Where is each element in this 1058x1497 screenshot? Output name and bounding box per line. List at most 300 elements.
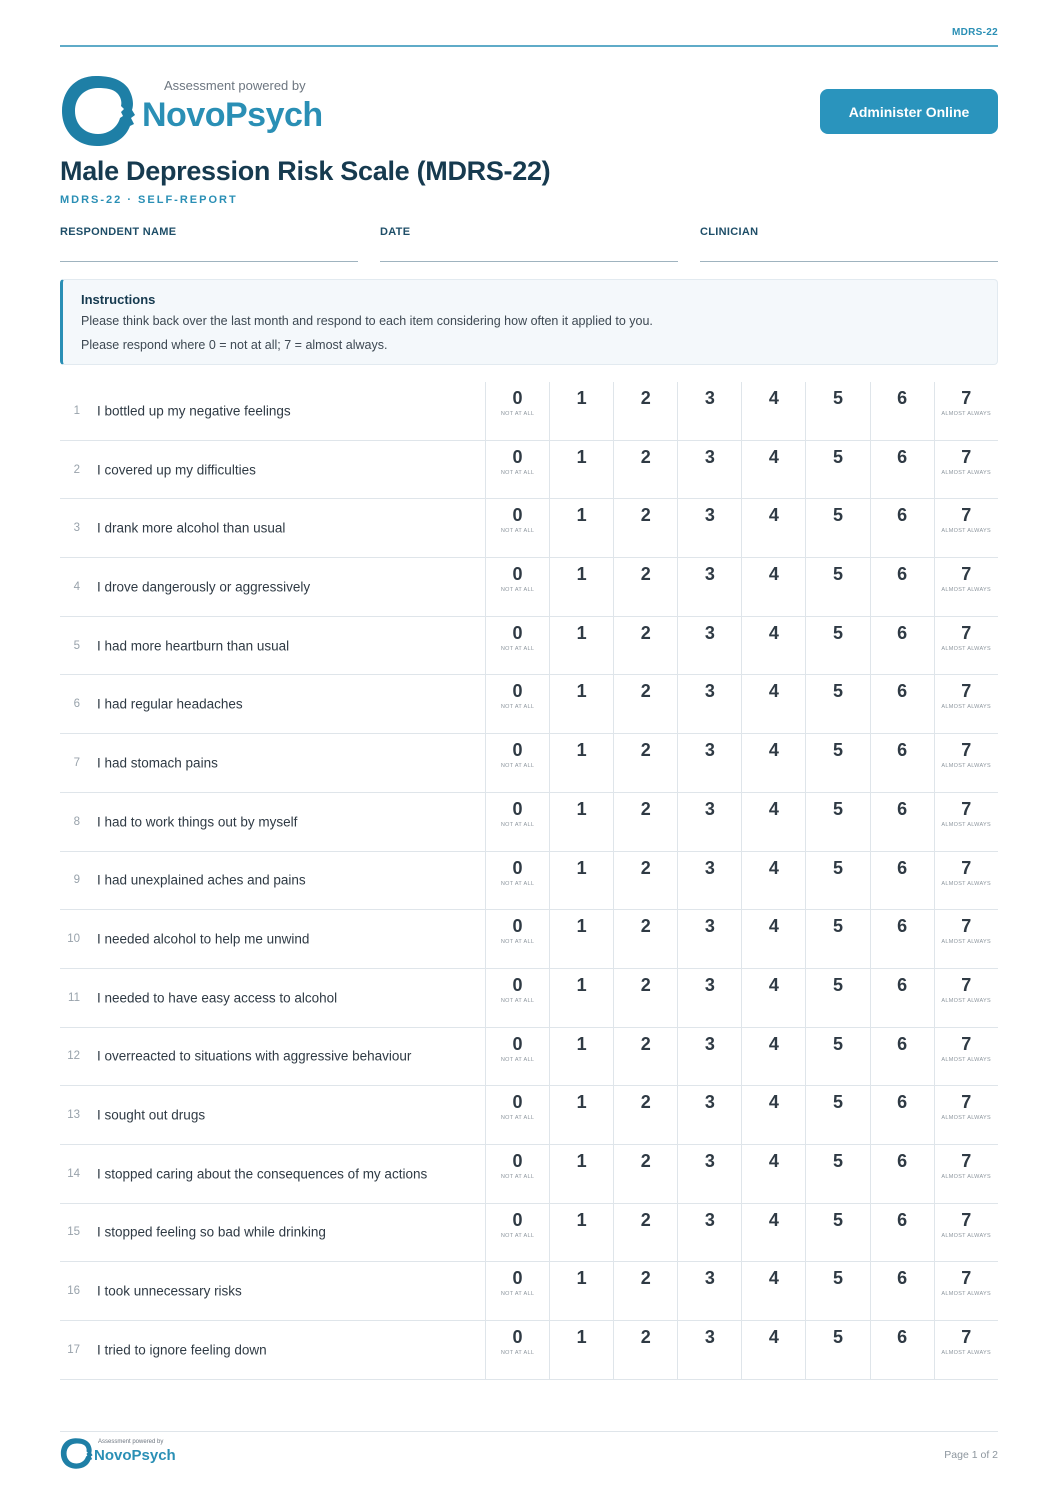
response-option-3[interactable] (677, 852, 741, 910)
response-option-1[interactable] (549, 617, 613, 675)
option-value: 0 (512, 857, 523, 878)
response-option-4[interactable] (741, 910, 805, 968)
response-option-0[interactable] (485, 382, 549, 440)
response-option-0[interactable] (485, 969, 549, 1027)
option-value: 0 (512, 564, 523, 585)
response-option-0[interactable] (485, 441, 549, 499)
respondent-name-label: RESPONDENT NAME (60, 226, 177, 238)
response-option-4[interactable] (741, 1086, 805, 1144)
option-value: 3 (704, 1033, 715, 1054)
option-value: 7 (961, 740, 972, 761)
administer-online-button[interactable]: Administer Online (820, 89, 998, 134)
response-option-1[interactable] (549, 1204, 613, 1262)
instructions-text-1: Please think back over the last month and respond to each item considering how often it applied to you. (81, 314, 653, 328)
option-value: 0 (512, 974, 523, 995)
response-option-5[interactable] (805, 617, 869, 675)
response-option-4[interactable] (741, 734, 805, 792)
response-option-5[interactable] (805, 1086, 869, 1144)
option-value: 3 (704, 974, 715, 995)
response-option-2[interactable] (613, 441, 677, 499)
response-option-0[interactable] (485, 1086, 549, 1144)
item-number: 11 (68, 991, 80, 1004)
response-option-2[interactable] (613, 852, 677, 910)
response-option-3[interactable] (677, 617, 741, 675)
date-line[interactable] (380, 261, 678, 262)
item-row (60, 1086, 998, 1145)
option-value: 4 (768, 1327, 779, 1347)
option-value: 7 (961, 1327, 972, 1347)
response-option-3[interactable] (677, 1145, 741, 1203)
low-anchor-label: NOT AT ALL (500, 469, 535, 476)
option-value: 3 (704, 446, 715, 467)
response-option-6[interactable] (870, 499, 934, 557)
response-option-6[interactable] (870, 382, 934, 440)
response-options (485, 617, 998, 675)
option-value: 5 (833, 505, 844, 526)
option-value: 5 (833, 388, 844, 408)
response-option-1[interactable] (549, 1028, 613, 1086)
response-option-1[interactable] (549, 499, 613, 557)
item-row (60, 675, 998, 734)
item-number: 3 (73, 522, 80, 535)
item-number: 7 (73, 756, 80, 769)
option-value: 0 (512, 1033, 523, 1054)
option-value: 1 (576, 798, 587, 819)
response-option-5[interactable] (805, 734, 869, 792)
option-value: 6 (897, 916, 908, 937)
response-option-7[interactable] (934, 499, 998, 557)
option-value: 5 (833, 1268, 844, 1289)
item-row (60, 793, 998, 852)
instructions-text-2: Please respond where 0 = not at all; 7 = almost always. (81, 338, 388, 352)
response-option-7[interactable] (934, 441, 998, 499)
response-option-0[interactable] (485, 793, 549, 851)
response-option-2[interactable] (613, 558, 677, 616)
option-value: 5 (833, 740, 844, 761)
item-text: I had stomach pains (97, 755, 218, 771)
response-option-1[interactable] (549, 675, 613, 733)
option-value: 4 (768, 505, 779, 526)
response-option-1[interactable] (549, 1086, 613, 1144)
low-anchor-label: NOT AT ALL (500, 1291, 535, 1298)
response-option-2[interactable] (613, 1321, 677, 1379)
option-value: 4 (768, 1268, 779, 1289)
option-value: 2 (640, 740, 651, 761)
footer-brand: NovoPsych (94, 1447, 176, 1464)
item-text: I had unexplained aches and pains (97, 872, 306, 888)
item-row (60, 558, 998, 617)
response-option-0[interactable] (485, 499, 549, 557)
response-options (485, 1145, 998, 1203)
option-value: 0 (512, 916, 523, 937)
option-value: 7 (961, 1092, 972, 1113)
response-option-3[interactable] (677, 910, 741, 968)
response-option-4[interactable] (741, 1204, 805, 1262)
response-options (485, 1262, 998, 1320)
option-value: 0 (512, 388, 523, 408)
response-option-2[interactable] (613, 617, 677, 675)
clinician-field[interactable] (700, 226, 998, 238)
response-option-2[interactable] (613, 382, 677, 440)
respondent-name-field[interactable] (60, 226, 358, 238)
high-anchor-label: ALMOST ALWAYS (941, 411, 991, 417)
response-option-7[interactable] (934, 734, 998, 792)
item-row (60, 910, 998, 969)
option-value: 6 (897, 681, 908, 702)
response-options (485, 910, 998, 968)
response-option-5[interactable] (805, 910, 869, 968)
page (60, 0, 998, 1497)
option-value: 4 (768, 974, 779, 995)
response-option-0[interactable] (485, 675, 549, 733)
option-value: 5 (833, 916, 844, 937)
option-value: 3 (704, 1092, 715, 1113)
item-text: I had to work things out by myself (97, 814, 298, 830)
low-anchor-label: NOT AT ALL (500, 645, 535, 652)
response-option-7[interactable] (934, 1086, 998, 1144)
response-options (485, 852, 998, 910)
response-option-5[interactable] (805, 1204, 869, 1262)
item-text: I covered up my difficulties (97, 462, 256, 478)
option-value: 1 (576, 1150, 587, 1171)
response-option-6[interactable] (870, 1145, 934, 1203)
response-option-4[interactable] (741, 1262, 805, 1320)
item-number: 14 (67, 1167, 80, 1180)
high-anchor-label: ALMOST ALWAYS (941, 645, 991, 652)
response-option-3[interactable] (677, 1262, 741, 1320)
instructions-heading: Instructions (81, 292, 156, 307)
response-option-3[interactable] (677, 441, 741, 499)
option-value: 5 (833, 1150, 844, 1171)
option-value: 7 (961, 857, 972, 878)
respondent-name-line[interactable] (60, 261, 358, 262)
option-value: 0 (512, 1150, 523, 1171)
option-value: 4 (768, 1209, 779, 1230)
response-options (485, 558, 998, 616)
response-option-3[interactable] (677, 499, 741, 557)
response-option-3[interactable] (677, 558, 741, 616)
high-anchor-label: ALMOST ALWAYS (941, 587, 991, 594)
option-value: 6 (897, 1327, 908, 1347)
instructions-box (60, 279, 998, 365)
response-option-5[interactable] (805, 1145, 869, 1203)
response-option-1[interactable] (549, 1145, 613, 1203)
response-option-6[interactable] (870, 675, 934, 733)
response-option-6[interactable] (870, 969, 934, 1027)
option-value: 7 (961, 622, 972, 643)
response-option-6[interactable] (870, 1204, 934, 1262)
response-option-0[interactable] (485, 1321, 549, 1379)
item-row (60, 1262, 998, 1321)
response-option-2[interactable] (613, 1028, 677, 1086)
option-value: 7 (961, 446, 972, 467)
response-options (485, 441, 998, 499)
low-anchor-label: NOT AT ALL (500, 1173, 535, 1180)
low-anchor-label: NOT AT ALL (500, 528, 535, 535)
response-option-1[interactable] (549, 793, 613, 851)
header-divider (60, 45, 998, 47)
item-number: 6 (73, 698, 80, 711)
response-option-3[interactable] (677, 1086, 741, 1144)
response-option-0[interactable] (485, 1204, 549, 1262)
response-option-4[interactable] (741, 969, 805, 1027)
response-option-4[interactable] (741, 499, 805, 557)
option-value: 7 (961, 505, 972, 526)
response-option-4[interactable] (741, 1028, 805, 1086)
response-option-2[interactable] (613, 1204, 677, 1262)
response-option-2[interactable] (613, 1145, 677, 1203)
response-option-7[interactable] (934, 1204, 998, 1262)
date-label: DATE (380, 226, 411, 238)
response-option-7[interactable] (934, 1321, 998, 1379)
response-option-7[interactable] (934, 1262, 998, 1320)
response-options (485, 969, 998, 1027)
option-value: 3 (704, 505, 715, 526)
response-option-3[interactable] (677, 1204, 741, 1262)
option-value: 5 (833, 798, 844, 819)
response-option-1[interactable] (549, 441, 613, 499)
response-option-3[interactable] (677, 1321, 741, 1379)
option-value: 6 (897, 622, 908, 643)
response-option-2[interactable] (613, 1086, 677, 1144)
response-option-1[interactable] (549, 969, 613, 1027)
option-value: 1 (576, 1092, 587, 1113)
response-option-5[interactable] (805, 558, 869, 616)
option-value: 0 (512, 446, 523, 467)
response-option-2[interactable] (613, 910, 677, 968)
response-option-1[interactable] (549, 734, 613, 792)
option-value: 0 (512, 1209, 523, 1230)
response-option-2[interactable] (613, 969, 677, 1027)
footer-head-silhouette-icon (60, 1437, 93, 1470)
option-value: 5 (833, 974, 844, 995)
response-option-4[interactable] (741, 441, 805, 499)
response-option-1[interactable] (549, 852, 613, 910)
response-option-4[interactable] (741, 382, 805, 440)
low-anchor-label: NOT AT ALL (500, 880, 535, 887)
option-value: 4 (768, 564, 779, 585)
option-value: 3 (704, 1268, 715, 1289)
option-value: 2 (640, 1150, 651, 1171)
option-value: 6 (897, 1033, 908, 1054)
response-option-6[interactable] (870, 910, 934, 968)
option-value: 2 (640, 798, 651, 819)
response-option-3[interactable] (677, 675, 741, 733)
option-value: 4 (768, 798, 779, 819)
response-option-5[interactable] (805, 793, 869, 851)
item-number: 4 (73, 580, 80, 593)
option-value: 1 (576, 681, 587, 702)
response-option-7[interactable] (934, 910, 998, 968)
response-option-0[interactable] (485, 1145, 549, 1203)
item-text: I sought out drugs (97, 1107, 206, 1123)
response-option-0[interactable] (485, 734, 549, 792)
item-text: I bottled up my negative feelings (97, 403, 291, 419)
response-option-6[interactable] (870, 793, 934, 851)
response-option-7[interactable] (934, 852, 998, 910)
option-value: 2 (640, 1209, 651, 1230)
response-option-5[interactable] (805, 1262, 869, 1320)
clinician-line[interactable] (700, 261, 998, 262)
option-value: 3 (704, 1327, 715, 1347)
option-value: 2 (640, 564, 651, 585)
option-value: 4 (768, 916, 779, 937)
novopsych-logo (60, 74, 350, 149)
option-value: 6 (897, 1268, 908, 1289)
response-option-3[interactable] (677, 1028, 741, 1086)
option-value: 3 (704, 857, 715, 878)
response-option-7[interactable] (934, 969, 998, 1027)
response-option-2[interactable] (613, 734, 677, 792)
option-value: 1 (576, 388, 587, 408)
low-anchor-label: NOT AT ALL (500, 1350, 535, 1356)
response-option-4[interactable] (741, 852, 805, 910)
response-option-7[interactable] (934, 1145, 998, 1203)
response-option-4[interactable] (741, 617, 805, 675)
option-value: 7 (961, 564, 972, 585)
response-option-6[interactable] (870, 734, 934, 792)
response-option-5[interactable] (805, 969, 869, 1027)
response-options (485, 1028, 998, 1086)
item-number: 16 (67, 1285, 80, 1298)
response-option-0[interactable] (485, 617, 549, 675)
item-text: I had more heartburn than usual (97, 638, 290, 654)
high-anchor-label: ALMOST ALWAYS (941, 1173, 991, 1180)
response-option-2[interactable] (613, 499, 677, 557)
page-subtitle: MDRS-22 · SELF-REPORT (60, 194, 238, 206)
response-option-6[interactable] (870, 617, 934, 675)
response-option-5[interactable] (805, 675, 869, 733)
item-text: I overreacted to situations with aggressive behaviour (97, 1048, 412, 1064)
response-option-7[interactable] (934, 793, 998, 851)
response-option-7[interactable] (934, 382, 998, 440)
high-anchor-label: ALMOST ALWAYS (941, 1232, 991, 1239)
response-option-3[interactable] (677, 793, 741, 851)
response-option-6[interactable] (870, 1321, 934, 1379)
response-option-6[interactable] (870, 1086, 934, 1144)
response-option-1[interactable] (549, 382, 613, 440)
response-option-4[interactable] (741, 675, 805, 733)
response-option-1[interactable] (549, 910, 613, 968)
option-value: 6 (897, 446, 908, 467)
option-value: 1 (576, 505, 587, 526)
option-value: 3 (704, 1209, 715, 1230)
items-table (60, 382, 998, 1380)
option-value: 3 (704, 798, 715, 819)
item-number: 10 (67, 933, 80, 946)
option-value: 6 (897, 1209, 908, 1230)
option-value: 1 (576, 916, 587, 937)
item-row (60, 852, 998, 911)
option-value: 2 (640, 974, 651, 995)
item-number: 17 (67, 1343, 80, 1356)
option-value: 6 (897, 798, 908, 819)
response-option-0[interactable] (485, 910, 549, 968)
response-option-0[interactable] (485, 852, 549, 910)
date-field[interactable] (380, 226, 678, 238)
response-option-3[interactable] (677, 734, 741, 792)
option-value: 1 (576, 1033, 587, 1054)
option-value: 3 (704, 1150, 715, 1171)
item-number: 13 (67, 1109, 80, 1122)
response-option-4[interactable] (741, 558, 805, 616)
response-option-6[interactable] (870, 852, 934, 910)
response-option-7[interactable] (934, 1028, 998, 1086)
footer-tagline: Assessment powered by (98, 1439, 164, 1445)
response-option-6[interactable] (870, 441, 934, 499)
item-row (60, 1028, 998, 1087)
item-number: 12 (67, 1050, 80, 1063)
response-option-7[interactable] (934, 617, 998, 675)
item-number: 5 (73, 639, 80, 652)
response-option-5[interactable] (805, 499, 869, 557)
option-value: 0 (512, 681, 523, 702)
response-option-1[interactable] (549, 1262, 613, 1320)
response-option-6[interactable] (870, 1262, 934, 1320)
option-value: 3 (704, 388, 715, 408)
response-option-3[interactable] (677, 969, 741, 1027)
response-option-7[interactable] (934, 675, 998, 733)
option-value: 7 (961, 974, 972, 995)
option-value: 5 (833, 564, 844, 585)
response-option-5[interactable] (805, 1321, 869, 1379)
response-option-1[interactable] (549, 1321, 613, 1379)
item-number: 1 (73, 404, 80, 417)
option-value: 1 (576, 1268, 587, 1289)
option-value: 5 (833, 622, 844, 643)
high-anchor-label: ALMOST ALWAYS (941, 528, 991, 535)
high-anchor-label: ALMOST ALWAYS (941, 704, 991, 711)
response-option-4[interactable] (741, 1145, 805, 1203)
high-anchor-label: ALMOST ALWAYS (941, 1056, 991, 1063)
response-option-5[interactable] (805, 441, 869, 499)
option-value: 6 (897, 564, 908, 585)
response-option-0[interactable] (485, 1262, 549, 1320)
response-option-1[interactable] (549, 558, 613, 616)
low-anchor-label: NOT AT ALL (500, 1115, 535, 1122)
option-value: 6 (897, 857, 908, 878)
response-option-2[interactable] (613, 793, 677, 851)
option-value: 5 (833, 1209, 844, 1230)
high-anchor-label: ALMOST ALWAYS (941, 997, 991, 1004)
option-value: 0 (512, 740, 523, 761)
item-row (60, 1321, 998, 1380)
response-option-2[interactable] (613, 675, 677, 733)
option-value: 0 (512, 798, 523, 819)
response-options (485, 793, 998, 851)
high-anchor-label: ALMOST ALWAYS (941, 1291, 991, 1298)
response-option-0[interactable] (485, 558, 549, 616)
option-value: 4 (768, 1033, 779, 1054)
low-anchor-label: NOT AT ALL (500, 821, 535, 828)
response-option-4[interactable] (741, 793, 805, 851)
response-option-2[interactable] (613, 1262, 677, 1320)
response-option-5[interactable] (805, 1028, 869, 1086)
response-option-5[interactable] (805, 852, 869, 910)
option-value: 7 (961, 798, 972, 819)
response-option-4[interactable] (741, 1321, 805, 1379)
item-number: 15 (67, 1226, 80, 1239)
page-title: Male Depression Risk Scale (MDRS-22) (60, 156, 551, 186)
response-option-3[interactable] (677, 382, 741, 440)
response-option-6[interactable] (870, 558, 934, 616)
response-option-5[interactable] (805, 382, 869, 440)
response-option-0[interactable] (485, 1028, 549, 1086)
option-value: 1 (576, 1327, 587, 1347)
high-anchor-label: ALMOST ALWAYS (941, 1115, 991, 1122)
response-option-6[interactable] (870, 1028, 934, 1086)
response-option-7[interactable] (934, 558, 998, 616)
